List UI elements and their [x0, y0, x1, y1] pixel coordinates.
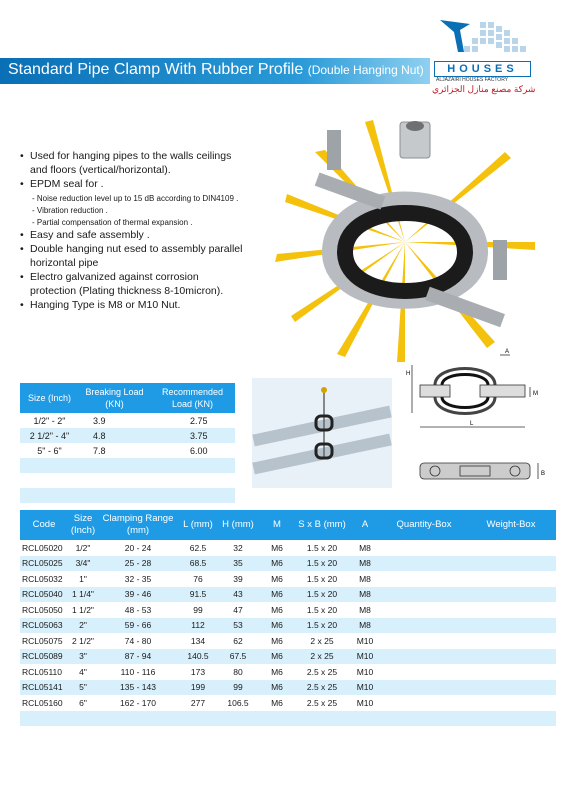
table-cell	[466, 649, 556, 665]
table-cell: 87 - 94	[98, 649, 178, 665]
table-row	[20, 443, 235, 458]
table-cell: 1/2" - 2"	[20, 413, 79, 428]
table-cell: 1.5 x 20	[296, 571, 348, 587]
table-cell	[79, 488, 150, 503]
table-cell: M6	[258, 649, 296, 665]
table-cell: 35	[218, 556, 258, 572]
table-cell: M6	[258, 571, 296, 587]
table-cell: 53	[218, 618, 258, 634]
table-cell	[382, 664, 466, 680]
table-cell	[466, 695, 556, 711]
table-cell: 76	[178, 571, 218, 587]
table-cell: 2.5 x 25	[296, 680, 348, 696]
table-cell: 162 - 170	[98, 695, 178, 711]
col-header: S x B (mm)	[296, 510, 348, 540]
table-cell: 2.75	[150, 413, 235, 428]
col-header: Size (Inch)	[20, 383, 79, 413]
table-cell	[98, 711, 178, 727]
table-cell: M8	[348, 571, 382, 587]
table-cell: RCL05075	[20, 633, 68, 649]
table-row	[20, 428, 235, 443]
table-cell: 48 - 53	[98, 602, 178, 618]
table-cell: 39 - 46	[98, 587, 178, 603]
load-table	[20, 383, 235, 518]
table-row	[20, 488, 235, 503]
table-cell: 173	[178, 664, 218, 680]
table-cell: M10	[348, 633, 382, 649]
table-cell: 67.5	[218, 649, 258, 665]
table-cell: 59 - 66	[98, 618, 178, 634]
table-cell	[466, 711, 556, 727]
label-h: H	[406, 371, 411, 377]
table-cell: M8	[348, 618, 382, 634]
table-cell: 4"	[68, 664, 98, 680]
table-cell: 277	[178, 695, 218, 711]
label-l: L	[470, 421, 474, 427]
label-a: A	[505, 349, 510, 355]
table-cell: 3.75	[150, 428, 235, 443]
col-header: Recommended Load (KN)	[150, 383, 235, 413]
table-cell: M8	[348, 540, 382, 556]
table-cell: 5"	[68, 680, 98, 696]
table-cell: 1/2"	[68, 540, 98, 556]
feature-item: • Used for hanging pipes to the walls ceilings and floors (vertical/horizontal).	[20, 150, 245, 177]
table-cell: RCL05050	[20, 602, 68, 618]
table-cell	[466, 556, 556, 572]
logo-english-name: ALJAZAIRI HOUSES FACTORY	[436, 77, 509, 83]
feature-list	[20, 150, 245, 314]
table-cell: M6	[258, 695, 296, 711]
table-cell: M8	[348, 602, 382, 618]
table-cell	[79, 458, 150, 473]
table-cell: 80	[218, 664, 258, 680]
table-row	[20, 602, 556, 618]
table-cell: 2.5 x 25	[296, 664, 348, 680]
table-cell: 3/4"	[68, 556, 98, 572]
table-cell: M8	[348, 587, 382, 603]
feature-item: • Easy and safe assembly .	[20, 229, 245, 243]
col-header: L (mm)	[178, 510, 218, 540]
table-cell: 135 - 143	[98, 680, 178, 696]
pipe-installation-image	[252, 378, 392, 488]
table-row	[20, 664, 556, 680]
table-cell	[20, 711, 68, 727]
table-cell: M6	[258, 633, 296, 649]
table-cell: 2.5 x 25	[296, 695, 348, 711]
table-cell	[382, 711, 466, 727]
table-cell	[296, 711, 348, 727]
table-cell: 1.5 x 20	[296, 556, 348, 572]
table-cell: 2 x 25	[296, 649, 348, 665]
table-cell: RCL05089	[20, 649, 68, 665]
table-cell: M6	[258, 556, 296, 572]
table-cell	[382, 649, 466, 665]
table-cell: 91.5	[178, 587, 218, 603]
table-cell: M10	[348, 664, 382, 680]
col-header: A	[348, 510, 382, 540]
table-cell	[20, 473, 79, 488]
table-cell: 110 - 116	[98, 664, 178, 680]
table-cell: M6	[258, 540, 296, 556]
table-row	[20, 711, 556, 727]
table-cell: M6	[258, 602, 296, 618]
table-cell: 1.5 x 20	[296, 587, 348, 603]
table-cell	[20, 488, 79, 503]
table-cell: 3.9	[79, 413, 150, 428]
feature-item: • Hanging Type is M8 or M10 Nut.	[20, 299, 245, 313]
table-cell: 39	[218, 571, 258, 587]
table-cell	[258, 711, 296, 727]
table-cell	[466, 540, 556, 556]
table-cell: 4.8	[79, 428, 150, 443]
table-cell	[150, 473, 235, 488]
table-cell: M6	[258, 664, 296, 680]
page-title	[8, 61, 424, 79]
table-cell	[466, 602, 556, 618]
table-cell: M10	[348, 649, 382, 665]
table-cell: M8	[348, 556, 382, 572]
table-cell: RCL05160	[20, 695, 68, 711]
table-cell: 1.5 x 20	[296, 618, 348, 634]
table-cell	[466, 680, 556, 696]
table-row	[20, 695, 556, 711]
col-header: Size (Inch)	[68, 510, 98, 540]
table-cell: 1.5 x 20	[296, 540, 348, 556]
table-cell: 134	[178, 633, 218, 649]
table-cell	[79, 473, 150, 488]
table-row	[20, 473, 235, 488]
table-row	[20, 587, 556, 603]
table-cell: RCL05063	[20, 618, 68, 634]
table-cell: 2 x 25	[296, 633, 348, 649]
table-row	[20, 540, 556, 556]
table-cell	[382, 540, 466, 556]
table-cell: 5" - 6"	[20, 443, 79, 458]
table-cell	[382, 587, 466, 603]
table-cell	[466, 587, 556, 603]
table-cell: 99	[218, 680, 258, 696]
table-cell	[218, 711, 258, 727]
col-header: Code	[20, 510, 68, 540]
table-cell: 62	[218, 633, 258, 649]
feature-subitem: - Vibration reduction .	[32, 205, 108, 215]
col-header: Quantity-Box	[382, 510, 466, 540]
table-cell: RCL05110	[20, 664, 68, 680]
table-cell: 2 1/2" - 4"	[20, 428, 79, 443]
table-cell: 2"	[68, 618, 98, 634]
feature-item: • Electro galvanized against corrosion protection (Plating thickness 8-10micron).	[20, 271, 245, 298]
table-cell: 1.5 x 20	[296, 602, 348, 618]
table-cell: RCL05025	[20, 556, 68, 572]
label-m: M	[533, 391, 538, 397]
table-cell: 47	[218, 602, 258, 618]
table-cell	[466, 633, 556, 649]
col-header: Breaking Load (KN)	[79, 383, 150, 413]
table-cell	[382, 618, 466, 634]
table-cell: 74 - 80	[98, 633, 178, 649]
table-cell	[382, 633, 466, 649]
table-cell	[382, 602, 466, 618]
table-cell: RCL05141	[20, 680, 68, 696]
table-cell: RCL05020	[20, 540, 68, 556]
col-header: Clamping Range (mm)	[98, 510, 178, 540]
table-cell	[382, 556, 466, 572]
table-cell: 32 - 35	[98, 571, 178, 587]
table-cell: M10	[348, 680, 382, 696]
table-cell: 62.5	[178, 540, 218, 556]
table-cell	[68, 711, 98, 727]
table-cell: M6	[258, 587, 296, 603]
table-row	[20, 413, 235, 428]
table-cell	[348, 711, 382, 727]
table-row	[20, 571, 556, 587]
product-table	[20, 510, 556, 726]
table-cell	[150, 488, 235, 503]
table-cell: 3"	[68, 649, 98, 665]
table-cell	[150, 458, 235, 473]
table-cell: 68.5	[178, 556, 218, 572]
feature-subitem: - Partial compensation of thermal expansion .	[32, 217, 193, 227]
table-cell: 6.00	[150, 443, 235, 458]
table-cell	[466, 618, 556, 634]
table-cell: 7.8	[79, 443, 150, 458]
col-header: M	[258, 510, 296, 540]
table-cell	[466, 664, 556, 680]
table-cell: 25 - 28	[98, 556, 178, 572]
table-cell: 43	[218, 587, 258, 603]
feature-item: • EPDM seal for .	[20, 178, 245, 192]
table-cell: RCL05032	[20, 571, 68, 587]
technical-drawing	[400, 345, 560, 500]
title-subtitle: (Double Hanging Nut)	[307, 63, 424, 77]
feature-subitem: - Noise reduction level up to 15 dB according to DIN4109 .	[32, 193, 239, 203]
table-cell: 106.5	[218, 695, 258, 711]
table-cell: 1"	[68, 571, 98, 587]
table-cell: 99	[178, 602, 218, 618]
table-row	[20, 556, 556, 572]
logo-arabic-name: شركة مصنع منازل الجزائري	[432, 84, 536, 94]
table-row	[20, 680, 556, 696]
table-row	[20, 649, 556, 665]
table-row	[20, 633, 556, 649]
table-cell: 1 1/4"	[68, 587, 98, 603]
table-row	[20, 458, 235, 473]
table-cell: 20 - 24	[98, 540, 178, 556]
label-b: B	[541, 471, 546, 477]
col-header: Weight-Box	[466, 510, 556, 540]
table-cell: 32	[218, 540, 258, 556]
table-cell: RCL05040	[20, 587, 68, 603]
table-cell	[20, 458, 79, 473]
table-cell	[178, 711, 218, 727]
table-cell	[382, 695, 466, 711]
feature-item: • Double hanging nut esed to assembly parallel horizontal pipe	[20, 243, 245, 270]
table-cell: 1 1/2"	[68, 602, 98, 618]
table-cell: 199	[178, 680, 218, 696]
table-cell	[382, 571, 466, 587]
table-cell: 2 1/2"	[68, 633, 98, 649]
table-cell: M6	[258, 618, 296, 634]
title-main: Standard Pipe Clamp With Rubber Profile	[8, 61, 304, 78]
col-header: H (mm)	[218, 510, 258, 540]
table-cell: M6	[258, 680, 296, 696]
table-cell	[466, 571, 556, 587]
table-cell: 140.5	[178, 649, 218, 665]
table-cell: M10	[348, 695, 382, 711]
pipe-clamp-image	[255, 112, 555, 362]
table-cell	[382, 680, 466, 696]
logo-text: HOUSES	[434, 61, 531, 77]
table-row	[20, 618, 556, 634]
table-cell: 6"	[68, 695, 98, 711]
table-cell: 112	[178, 618, 218, 634]
